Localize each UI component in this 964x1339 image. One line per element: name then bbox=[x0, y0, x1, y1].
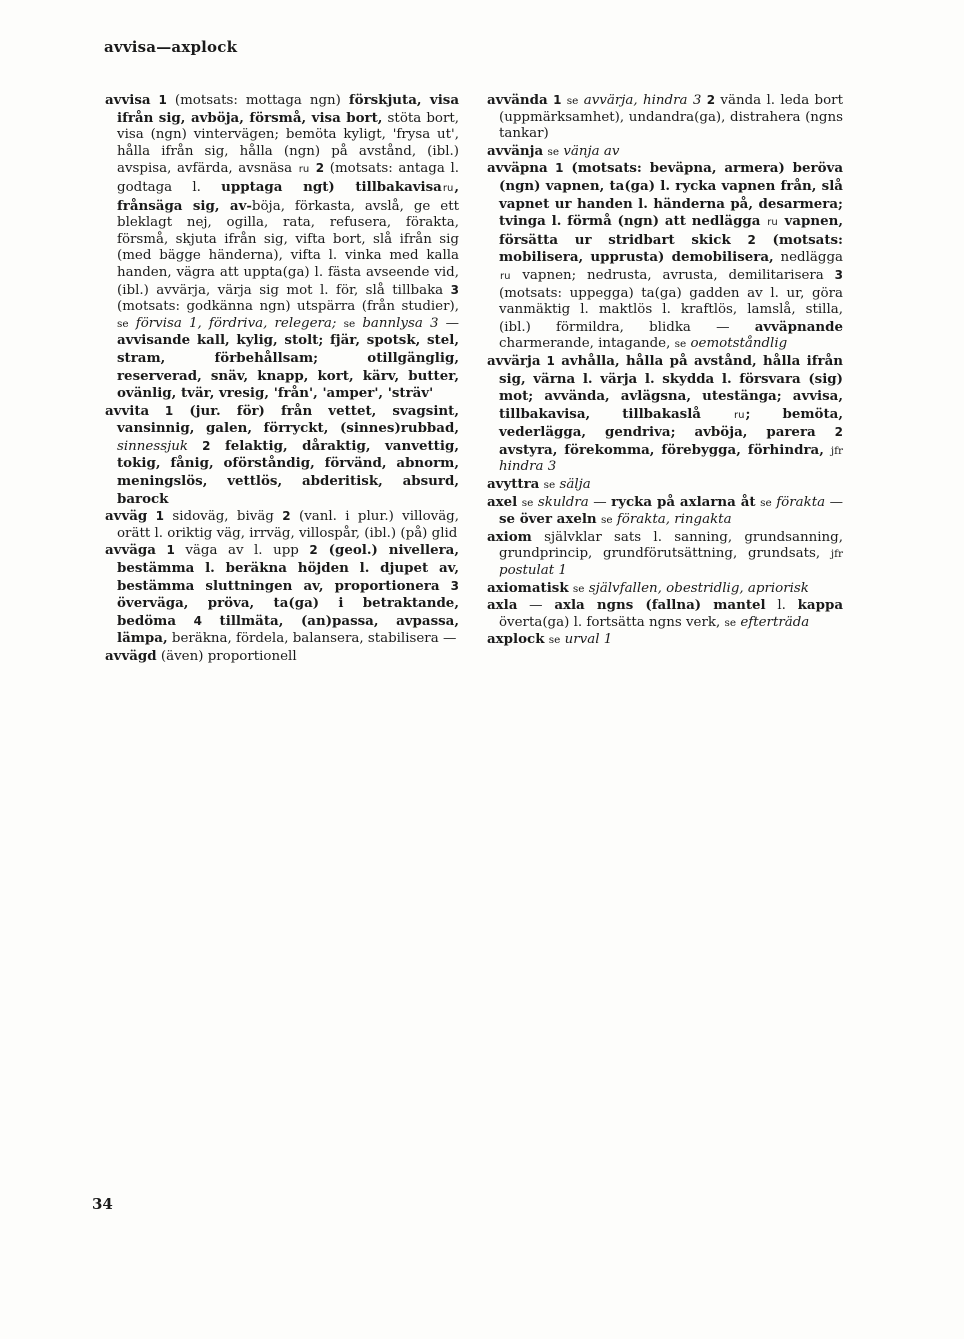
dictionary-entry bbox=[105, 403, 459, 509]
entry-text: (motsats: antaga l. godtaga l. bbox=[117, 161, 459, 195]
entry-text: beräkna, fördela, balansera, stabilisera — bbox=[167, 631, 457, 647]
entry-headword: axla bbox=[487, 597, 518, 614]
dictionary-entry bbox=[105, 92, 459, 403]
reference-marker: se bbox=[547, 145, 560, 158]
dictionary-entry bbox=[487, 143, 843, 161]
usage-mark: ru bbox=[767, 217, 778, 229]
entry-text: böja, förkasta, avslå, ge ett bleklagt nej, ogilla, rata, refusera, förakta, försmå, skjuta ifrån sig, vifta bort, slå ifrån sig (med bägge händerna), vifta l. vinka med kalla handen, vägra att uppta(ga) l. fästa avseende vid, (ibl.) avvärja, värja sig mot l. för, slå tillbaka bbox=[117, 198, 459, 298]
reference-marker: jfr bbox=[830, 444, 843, 457]
cross-reference: förvisa 1, fördriva, relegera; bbox=[135, 315, 337, 331]
entry-text: — bbox=[825, 494, 843, 510]
sense-number: 3 bbox=[450, 282, 459, 297]
left-column bbox=[105, 92, 459, 666]
entry-text: upptaga ngt) tillbakavisa bbox=[221, 178, 442, 195]
entry-text bbox=[156, 543, 167, 558]
cross-reference: efterträda bbox=[740, 614, 810, 630]
sense-number: 3 bbox=[450, 578, 459, 593]
entry-text bbox=[129, 316, 136, 331]
dictionary-entry bbox=[487, 597, 843, 631]
reference-marker: se bbox=[548, 634, 561, 647]
dictionary-entry bbox=[487, 529, 843, 580]
entry-text: (även) proportionell bbox=[156, 649, 297, 664]
entry-text: (motsats: godkänna ngn) utspärra (från studier), bbox=[117, 299, 459, 315]
cross-reference: självfallen, obestridlig, apriorisk bbox=[588, 580, 809, 596]
sense-number: 2 bbox=[315, 161, 325, 176]
sense-number: 1 bbox=[553, 93, 562, 107]
sense-number: 2 bbox=[834, 425, 843, 440]
cross-reference: förakta bbox=[776, 494, 826, 510]
reference-marker: se bbox=[724, 616, 737, 629]
entry-text: sidoväg, biväg bbox=[164, 509, 283, 525]
entry-headword: axel bbox=[487, 493, 518, 510]
entry-text: överta(ga) l. fortsätta ngns verk, bbox=[499, 614, 725, 630]
reference-marker: se bbox=[343, 317, 356, 330]
dictionary-entry bbox=[105, 648, 459, 666]
entry-headword: avvisa bbox=[105, 92, 151, 108]
entry-text bbox=[336, 316, 343, 331]
sense-number: 3 bbox=[834, 267, 843, 282]
usage-mark: ru bbox=[442, 182, 454, 194]
entry-text: (motsats: mottaga ngn) bbox=[166, 93, 349, 108]
cross-reference: avvärja, hindra 3 bbox=[583, 93, 702, 108]
entry-headword: avväpnande bbox=[754, 318, 843, 335]
dictionary-entry bbox=[487, 160, 843, 353]
reference-marker: se bbox=[572, 582, 585, 595]
entry-text: (jur. för) från vettet, svagsint, vansinnig, galen, förryckt, (sinnes)rubbad, bbox=[117, 402, 459, 437]
reference-marker: se bbox=[521, 496, 534, 509]
entry-headword: axplock bbox=[487, 631, 545, 648]
reference-marker: se bbox=[543, 479, 556, 492]
entry-text: (motsats: beväpna, armera) beröva (ngn) vapnen, ta(ga) l. rycka vapnen från, slå vapnet ur handen l. händerna på, desarmera; tvinga l. förmå (ngn) att nedlägga bbox=[499, 160, 843, 230]
entry-text: (geol.) nivellera, bestämma l. beräkna höjden l. djupet av, bestämma sluttningen av, proportionera bbox=[117, 542, 459, 594]
entry-headword: se över axeln bbox=[499, 511, 597, 528]
usage-mark: ru bbox=[734, 409, 745, 421]
sense-number: 4 bbox=[193, 613, 202, 628]
sense-number: 1 bbox=[546, 353, 555, 368]
entry-text bbox=[188, 439, 202, 454]
reference-marker: se bbox=[566, 95, 579, 107]
cross-reference: sinnessjuk bbox=[117, 438, 188, 454]
cross-reference: skuldra bbox=[537, 494, 589, 510]
running-head: avvisa—axplock bbox=[104, 38, 238, 56]
entry-text: förskjuta, visa ifrån sig, avböja, försmå, visa bort, bbox=[117, 92, 460, 126]
entry-text: (motsats: mobilisera, upprusta) demobilisera, bbox=[499, 231, 843, 266]
cross-reference: postulat 1 bbox=[499, 563, 567, 579]
entry-text: — bbox=[438, 315, 460, 331]
entry-text: (motsats: uppegga) ta(ga) gadden av l. ur, göra vanmäktig l. maktlös l. kraftlös, lamslå, stilla, (ibl.) förmildra, blidka — bbox=[499, 285, 843, 335]
entry-text: — bbox=[517, 598, 555, 614]
entry-headword: avvända bbox=[487, 92, 548, 108]
dictionary-entry bbox=[487, 92, 843, 143]
entry-headword: axiomatisk bbox=[487, 579, 569, 596]
cross-reference: bannlysa 3 bbox=[362, 315, 439, 331]
sense-number: 1 bbox=[555, 161, 564, 176]
sense-number: 2 bbox=[202, 438, 211, 453]
entry-headword: axiom bbox=[487, 528, 532, 545]
entry-headword: avvänja bbox=[487, 142, 544, 159]
reference-marker: se bbox=[117, 317, 129, 330]
sense-number: 1 bbox=[158, 93, 167, 107]
cross-reference: hindra 3 bbox=[499, 459, 557, 475]
entry-headword: axla ngns (fallna) mantel bbox=[554, 597, 766, 614]
entry-headword: kappa bbox=[797, 597, 843, 614]
entry-headword: avväga bbox=[105, 542, 156, 559]
usage-mark: ru bbox=[298, 164, 310, 176]
reference-marker: se bbox=[674, 338, 687, 351]
dictionary-entry bbox=[487, 494, 843, 529]
sense-number: 1 bbox=[164, 403, 174, 418]
entry-text: självklar sats l. sanning, grundsanning, grundprincip, grundförutsättning, grundsats, bbox=[499, 529, 843, 562]
cross-reference: vänja av bbox=[563, 143, 620, 159]
entry-text: l. bbox=[765, 598, 798, 614]
entry-text: vapnen, försätta ur stridbart skick bbox=[499, 213, 844, 248]
page-number: 34 bbox=[92, 1195, 113, 1213]
entry-text: — bbox=[588, 494, 612, 510]
entry-text: avhålla, hålla på avstånd, hålla ifrån sig, värna l. värja l. skydda l. försvara (sig) mot; avvända, avlägsna, utestänga; avvisa, tillbakavisa, tillbakaslå bbox=[499, 352, 843, 422]
entry-text: överväga, pröva, ta(ga) i betraktande, bedöma bbox=[117, 595, 459, 629]
entry-text: ; bemöta, vederlägga, gendriva; avböja, parera bbox=[499, 405, 843, 441]
reference-marker: se bbox=[600, 514, 613, 527]
cross-reference: sälja bbox=[559, 477, 591, 493]
entry-headword: rycka på axlarna åt bbox=[611, 493, 756, 510]
entry-headword: avvita bbox=[105, 402, 150, 419]
entry-headword: avyttra bbox=[487, 476, 540, 493]
entry-headword: avvägd bbox=[105, 648, 157, 664]
cross-reference: urval 1 bbox=[564, 632, 613, 648]
sense-number: 1 bbox=[155, 509, 165, 524]
cross-reference: oemotståndlig bbox=[690, 336, 788, 352]
entry-headword: avvisande bbox=[117, 332, 191, 349]
right-column bbox=[487, 92, 843, 649]
sense-number: 2 bbox=[309, 543, 318, 558]
dictionary-entry bbox=[105, 508, 459, 542]
entry-text: felaktig, dåraktig, vanvettig, tokig, fånig, oförståndig, förvänd, abnorm, meningslös, vettlös, abderitisk, absurd, barock bbox=[117, 437, 459, 507]
dictionary-entry bbox=[487, 631, 843, 649]
entry-text: avstyra, förekomma, förebygga, förhindra, bbox=[499, 441, 831, 458]
dictionary-entry bbox=[105, 542, 459, 648]
entry-text bbox=[151, 93, 159, 108]
entry-text: vända l. leda bort (uppmärksamhet), undandra(ga), distrahera (ngns tankar) bbox=[499, 93, 843, 142]
entry-headword: avväpna bbox=[487, 160, 548, 177]
entry-headword: avväg bbox=[105, 508, 148, 525]
reference-marker: se bbox=[760, 496, 772, 509]
entry-text: väga av l. upp bbox=[174, 543, 310, 559]
dictionary-entry bbox=[487, 580, 843, 598]
reference-marker: jfr bbox=[830, 548, 843, 561]
sense-number: 1 bbox=[166, 543, 175, 558]
sense-number: 2 bbox=[747, 232, 756, 247]
usage-mark: ru bbox=[500, 270, 511, 282]
cross-reference: förakta, ringakta bbox=[616, 512, 732, 528]
entry-text: (vanl. i plur.) villoväg, orätt l. oriktig väg, irrväg, villospår, (ibl.) (på) glid bbox=[117, 509, 460, 541]
entry-text: tillmäta, (an)passa, avpassa, lämpa, bbox=[117, 612, 459, 647]
entry-text bbox=[147, 509, 155, 524]
entry-text: charmerande, intagande, bbox=[499, 336, 675, 352]
sense-number: 2 bbox=[282, 509, 291, 524]
entry-text: , frånsäga sig, av- bbox=[117, 178, 459, 214]
entry-text: vapnen; nedrusta, avrusta, demilitarisera bbox=[511, 267, 835, 283]
sense-number: 2 bbox=[706, 93, 716, 107]
entry-text: stöta bort, visa (ngn) vintervägen; bemöta kyligt, 'frysa ut', hålla ifrån sig, hålla (ngn) på avstånd, (ibl.) avspisa, avfärda, avsnäsa bbox=[117, 110, 460, 177]
entry-text bbox=[149, 404, 165, 419]
entry-headword: avvärja bbox=[487, 352, 541, 369]
dictionary-entry bbox=[487, 476, 843, 494]
entry-text: nedlägga bbox=[773, 250, 843, 266]
entry-text: kall, kylig, stolt; fjär, spotsk, stel, stram, förbehållsam; otillgänglig, reserverad, snäv, knapp, kort, kärv, butter, ovänlig, tvär, vresig, 'från', 'amper', 'sträv' bbox=[117, 332, 459, 402]
dictionary-entry bbox=[487, 353, 843, 476]
